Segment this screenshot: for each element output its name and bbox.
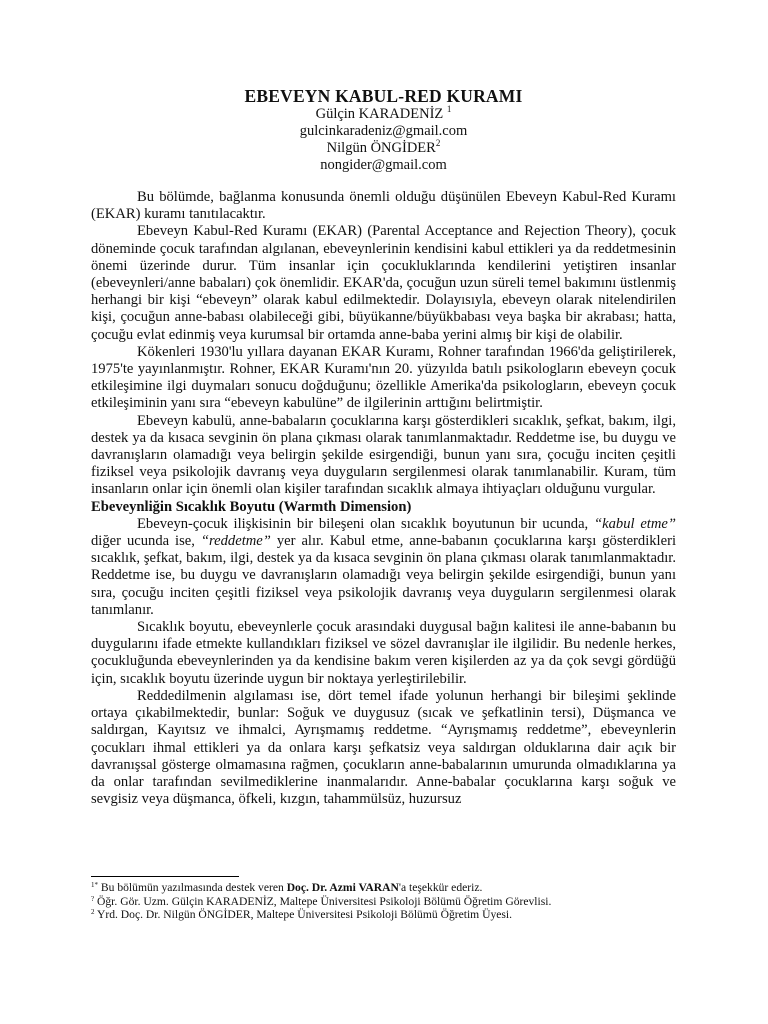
author-mark-1: 1 — [446, 104, 452, 114]
author-email-2: nongider@gmail.com — [320, 157, 447, 173]
footnote-3-text: Yrd. Doç. Dr. Nilgün ÖNGİDER, Maltepe Üniversitesi Psikoloji Bölümü Öğretim Üyesi. — [94, 908, 513, 922]
author-email-1: gulcinkaradeniz@gmail.com — [299, 123, 468, 139]
kabul-etme-term: “kabul etme” — [594, 515, 676, 532]
footnote-1 — [91, 881, 676, 895]
author-block — [91, 106, 676, 174]
history-paragraph: Kökenleri 1930'lu yıllara dayanan EKAR Kuramı, Rohner tarafından 1966'da geliştirilerek, 1975'te yayınlanmıştır. Rohner, EKAR Kuramı'nın 20. yüzyılda batılı psikologların ebeveyn çocuk etkileşimine ilgi duymaları sonucu doğduğunu; özellikle Amerika'da psikologların, ebeveyn çocuk etkileşiminin yanı sıra “ebeveyn kabulüne” de ilgilerinin arttığını belirtmiştir. — [91, 343, 676, 412]
intro-paragraph: Bu bölümde, bağlanma konusunda önemli olduğu düşünülen Ebeveyn Kabul-Red Kuramı (EKAR) kuramı tanıtılacaktır. — [91, 189, 676, 223]
footnote-3-mark: 2 — [91, 908, 95, 917]
reddetme-term: “reddetme” — [200, 533, 271, 550]
footnote-3 — [91, 908, 676, 922]
warmth-text-c: yer alır. Kabul etme, anne-babanın çocuklarına karşı gösterdikleri sıcaklık, şefkat, bakım, ilgi, destek ya da kısaca sevginin ön plana çıkması olarak tanımlanmaktadır. Reddetme ise, bu duygu ve davranışların olamadığı veya belirgin şekilde esirgendiği, bunun yanı sıra, çocuğu inciten çeşitli fiziksel veya psikolojik davranış veya duyguların sergilenmesi olarak tanımlanır. — [91, 533, 676, 618]
body-text — [91, 189, 676, 808]
footnote-1-mark: 1* — [91, 881, 98, 889]
footnote-1-bold: Doç. Dr. Azmi VARAN — [286, 881, 399, 894]
footnote-divider — [91, 876, 239, 877]
author-name-2 — [91, 140, 676, 157]
footnote-2-text: Öğr. Gör. Uzm. Gülçin KARADENİZ, Maltepe Üniversitesi Psikoloji Bölümü Öğretim Görevlisi. — [94, 894, 552, 908]
warmth-text-b: diğer ucunda ise, — [91, 533, 201, 550]
warmth-text-a: Ebeveyn-çocuk ilişkisinin bir bileşeni olan sıcaklık boyutunun bir ucunda, — [137, 515, 594, 532]
author-name-2-text: Nilgün ÖNGİDER — [326, 140, 436, 156]
definition-paragraph: Ebeveyn Kabul-Red Kuramı (EKAR) (Parental Acceptance and Rejection Theory), çocuk döneminde çocuk tarafından algılanan, ebeveynlerinin kendisini kabul ettikleri ya da reddetmesinin önemi üzerinde durur. Tüm insanlar için çocukluklarında kendilerini yetiştiren insanlar (ebeveynleri/anne babaları) çok önemlidir. EKAR'da, çocuğun uzun süreli temel bakımını üstlenmiş herhangi bir kişi “ebeveyn” olarak kabul edilmektedir. Dolayısıyla, ebeveyn olarak nitelendirilen kişi, çocuğun anne-babası olabileceği gibi, büyükanne/büyükbabası veya başka bir akrabası; hatta, çocuğu evlat edinmiş veya kurumsal bir ortamda anne-baba yerini almış bir kişi de olabilir. — [91, 223, 676, 343]
warmth-paragraph-2: Sıcaklık boyutu, ebeveynlerle çocuk arasındaki duygusal bağın kalitesi ile anne-babanın bu duygularını ifade etmekte kullandıkları fiziksel ve sözel davranışlar ile ilgilidir. Bu nedenle herkes, çocukluğunda ebeveynlerinden ya da kendisine bakım veren kişilerden az ya da çok sevgi gördüğü için, sıcaklık boyutu üzerinde uygun bir noktaya yerleştirilebilir. — [91, 619, 676, 687]
footnote-1-text-b: 'a teşekkür ederiz. — [398, 881, 483, 894]
section-heading: Ebeveynliğin Sıcaklık Boyutu (Warmth Dimension) — [91, 498, 412, 515]
footnote-2-mark: ? — [91, 894, 95, 903]
document-title: EBEVEYN KABUL-RED KURAMI — [244, 86, 523, 106]
warmth-paragraph-3: Reddedilmenin algılaması ise, dört temel ifade yolunun herhangi bir bileşimi şeklinde ortaya çıkabilmektedir, bunlar: Soğuk ve duygusuz (sıcak ve şefkatlinin tersi), Düşmanca ve saldırgan, Kayıtsız ve ihmalci, Ayrışmamış reddetme. “Ayrışmamış reddetme”, ebeveynlerin çocukları ihmal ettikleri ya da onlara karşı şefkatsiz veya saldırgan olduklarına dair açık bir davranışsal gösterge olmamasına rağmen, çocukların anne-babalarının umurunda olmadıklarına ya da onlar tarafından sevilmediklerine inanmalarıdır. Anne-babalar çocuklarına karşı soğuk ve sevgisiz veya düşmanca, öfkeli, kızgın, tahammülsüz, huzursuz — [91, 687, 676, 808]
warmth-paragraph-1 — [91, 516, 676, 619]
author-name-1 — [91, 106, 676, 123]
footnote-2 — [91, 895, 676, 909]
author-mark-2: 2 — [435, 138, 441, 148]
acceptance-paragraph: Ebeveyn kabulü, anne-babaların çocuklarına karşı gösterdikleri sıcaklık, şefkat, bakım, ilgi, destek ya da kısaca sevginin ön plana çıkması olarak tanımlanmaktadır. Reddetme ise, bu duygu ve davranışların olamadığı veya belirgin şekilde esirgendiği, bunun yanı sıra, çocuğu inciten çeşitli fiziksel veya psikolojik davranış veya duyguların sergilenmesi olarak tanımlanabilir. Kuram, tüm insanların onlar için önemli olan kişiler tarafından sıcaklık almaya ihtiyaçları olduğunu vurgular. — [91, 412, 676, 498]
footnotes — [91, 881, 676, 922]
author-name-1-text: Gülçin KARADENİZ — [315, 106, 447, 122]
footnote-1-text-a: Bu bölümün yazılmasında destek veren — [98, 881, 287, 894]
document-page — [91, 86, 676, 808]
